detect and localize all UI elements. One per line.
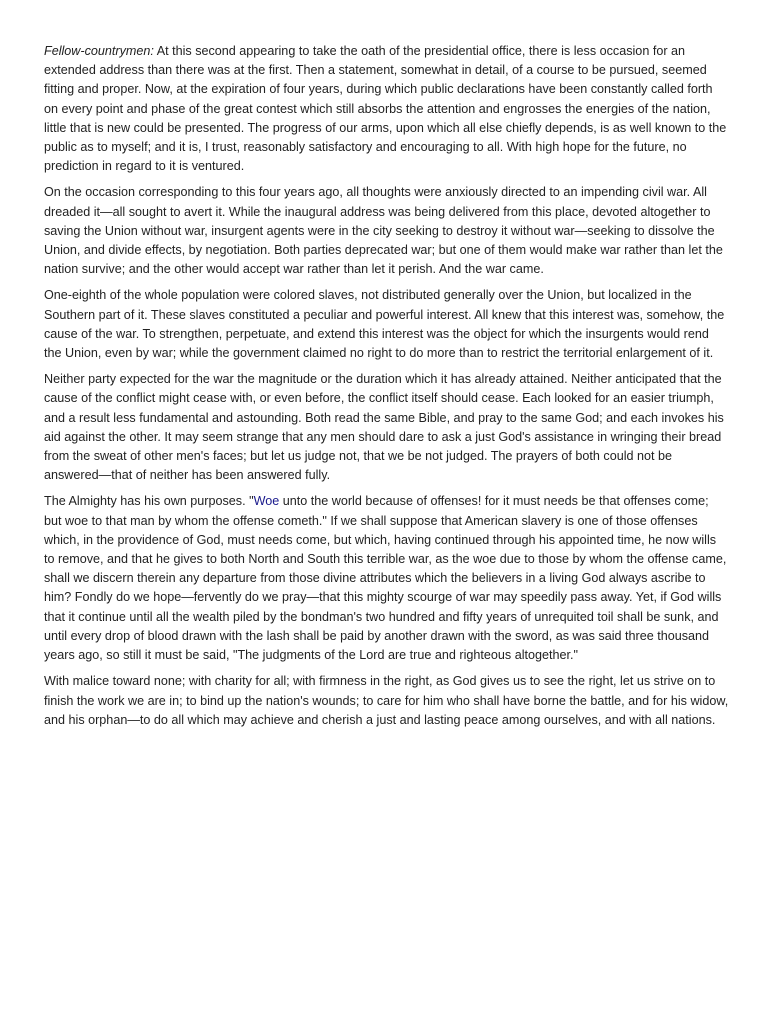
woe-link[interactable]: Woe	[253, 494, 280, 509]
paragraph-5	[44, 492, 729, 665]
document-body	[44, 42, 729, 737]
paragraph-1-text: At this second appearing to take the oath of the presidential office, there is less occasion for an extended address than there was at the first. Then a statement, somewhat in detail, of a course to be pursued, seemed fitting and proper. Now, at the expiration of four years, during which public declarations have been constantly called forth on every point and phase of the great contest which still absorbs the attention and engrosses the energies of the nation, little that is new could be presented. The progress of our arms, upon which all else chiefly depends, is as well known to the public as to myself; and it is, I trust, reasonably satisfactory and encouraging to all. With high hope for the future, no prediction in regard to it is ventured.	[44, 44, 727, 174]
paragraph-6: With malice toward none; with charity for all; with firmness in the right, as God gives us to see the right, let us strive on to finish the work we are in; to bind up the nation's wounds; to care for him who shall have borne the battle, and for his widow, and his orphan—to do all which may achieve and cherish a just and lasting peace among ourselves, and with all nations.	[44, 674, 729, 727]
paragraph-5-text-before: The Almighty has his own purposes. "	[44, 494, 254, 509]
paragraph-5-text-after: unto the world because of offenses! for it must needs be that offenses come; but woe to that man by whom the offense cometh." If we shall suppose that American slavery is one of those offenses which, in the providence of God, must needs come, but which, having continued through his appointed time, he now wills to remove, and that he gives to both North and South this terrible war, as the woe due to those by whom the offense came, shall we discern therein any departure from those divine attributes which the believers in a living God always ascribe to him? Fondly do we hope—fervently do we pray—that this mighty scourge of war may speedily pass away. Yet, if God wills that it continue until all the wealth piled by the bondman's two hundred and fifty years of unrequited toil shall be sunk, and until every drop of blood drawn with the lash shall be paid by another drawn with the sword, as was said three thousand years ago, so still it must be said, "The judgments of the Lord are true and righteous altogether."	[44, 494, 727, 663]
paragraph-3: One-eighth of the whole population were colored slaves, not distributed generally over the Union, but localized in the Southern part of it. These slaves constituted a peculiar and powerful interest. All knew that this interest was, somehow, the cause of the war. To strengthen, perpetuate, and extend this interest was the object for which the insurgents would rend the Union, even by war; while the government claimed no right to do more than to restrict the territorial enlargement of it.	[44, 288, 725, 361]
paragraph-2: On the occasion corresponding to this four years ago, all thoughts were anxiously directed to an impending civil war. All dreaded it—all sought to avert it. While the inaugural address was being delivered from this place, devoted altogether to saving the Union without war, insurgent agents were in the city seeking to destroy it without war—seeking to dissolve the Union, and divide effects, by negotiation. Both parties deprecated war; but one of them would make war rather than let the nation survive; and the other would accept war rather than let it perish. And the war came.	[44, 185, 723, 277]
paragraph-4: Neither party expected for the war the magnitude or the duration which it has already attained. Neither anticipated that the cause of the conflict might cease with, or even before, the conflict itself should cease. Each looked for an easier triumph, and a result less fundamental and astounding. Both read the same Bible, and pray to the same God; and each invokes his aid against the other. It may seem strange that any men should dare to ask a just God's assistance in wringing their bread from the sweat of other men's faces; but let us judge not, that we be not judged. The prayers of both could not be answered—that of neither has been answered fully.	[44, 372, 724, 483]
salutation: Fellow-countrymen:	[44, 44, 154, 58]
paragraph-1	[44, 42, 729, 176]
